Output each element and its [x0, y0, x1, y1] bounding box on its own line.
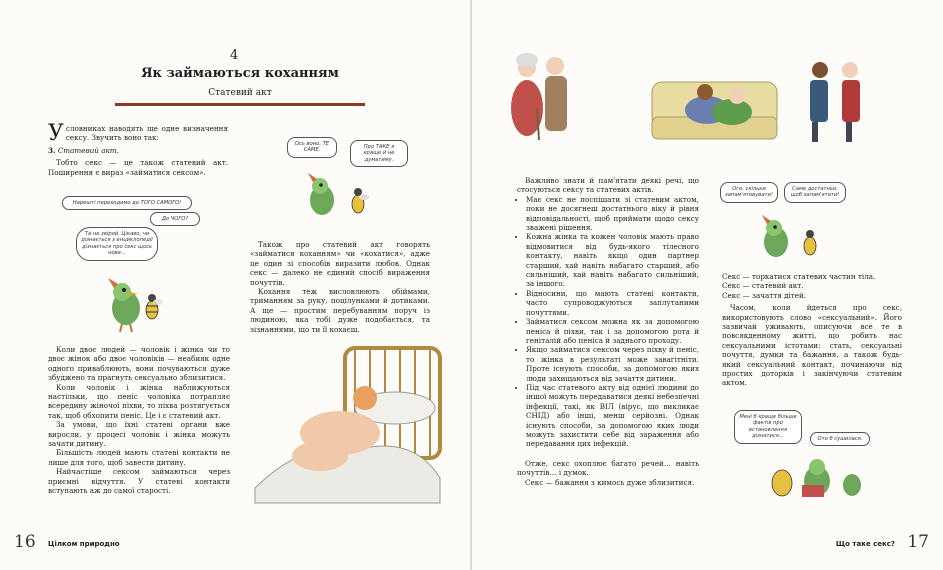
right-col1-text — [517, 176, 699, 487]
safety-bullet-list — [517, 195, 699, 449]
para-also: Тобто секс — це також статевий акт. Поширення є вираз «займатися сексом». — [48, 158, 228, 177]
intro-text: словниках наводять ще одне визначення сексу. Звучить воно так: — [65, 124, 228, 143]
speech-bubble-r2: Саме достатньо, щоб запам'ятати! — [784, 182, 846, 203]
speech-bubble-3: Та не звіряй. Цікаво, чи дізнається з енциклопедії дізнається про секс щось нове... — [76, 227, 158, 261]
left-col2-text — [250, 240, 430, 334]
intro-block — [48, 121, 228, 177]
page-number-right: 17 — [907, 532, 929, 552]
left-col1-para-4: Більшість людей мають статеві контакти не лише для того, щоб завести дитину. — [48, 448, 230, 467]
left-col1-para-1: Коли двоє людей — чоловік і жінка чи то двоє жінок або двоє чоловіків — неабияк одне одного приваблюють, вони почуваються дуже збуджено та прагнуть сексуально зблизитися. — [48, 345, 230, 383]
bullet-item: • Має секс не поспішати зі статевим актом, поки не досягнеш достатнього віку й рівня відповідальності, щоб приймати щодо сексу зважені рішення. — [526, 195, 699, 233]
left-col2-para-2: Кохання теж висловлюють обіймами, триманням за руку, поцілунками й дотиками. А ще — простим перебуванням поруч із людиною, яка тобі дуже подобається, та зізнаннями, що ти її кохаєш. — [250, 287, 430, 334]
chapter-number: 4 — [230, 48, 239, 63]
left-page — [0, 0, 471, 570]
left-col1-para-3: За умови, що їхні статеві органи вже виросли, у процесі чоловік і жінка можуть зачати дитину. — [48, 420, 230, 449]
couple-in-bed-illustration — [245, 338, 445, 508]
chapter-subtitle: Статевий акт — [208, 88, 272, 98]
speech-bubble-4: Ось воно, ТЕ САМЕ. — [287, 137, 337, 158]
running-head-right: Що таке секс? — [835, 540, 895, 548]
speech-bubble-r3: Мені б краще більше фактів про встановлення дізнатися... — [734, 410, 802, 444]
left-col1-para-5: Найчастіше сексом займаються через приємні відчуття. У статеві контакти вступають аж до самої старості. — [48, 467, 230, 496]
bullet-item: • Якщо займатися сексом через піхву й пеніс, то жінка в результаті може завагітніти. Проте існують способи, за допомогою яких люди захищаються від зачаття дитини. — [526, 345, 699, 383]
right-col2-text — [722, 272, 902, 388]
couple-on-sofa-illustration — [647, 62, 782, 147]
speech-bubble-1: Нарешті переходимо до ТОГО САМОГО! — [62, 196, 192, 210]
speech-bubble-r4: Ото б сушилася. — [810, 432, 870, 446]
title-rule — [115, 103, 365, 106]
speech-bubble-r1: Ого, скільки запам'ятовувати! — [720, 182, 778, 203]
bird-and-bee-illustration — [100, 270, 170, 335]
right-page — [472, 0, 943, 570]
bird-and-bee-right-illustration — [752, 210, 832, 265]
birds-reading-illustration — [762, 455, 872, 500]
bird-and-bee-small-illustration — [300, 170, 380, 225]
chapter-title: Як займаються коханням — [141, 66, 339, 81]
bullet-item: • Відносини, що мають статеві контакти, часто супроводжуються заплутаними почуттями. — [526, 289, 699, 317]
kissing-teens-illustration — [802, 40, 872, 145]
right-col1-end-2: Секс — бажання з кимось дуже зблизитися. — [525, 477, 695, 487]
sex-def-1: Секс — торкатися статевих частин тіла. — [722, 272, 876, 281]
bullet-item: • Займатися сексом можна як за допомогою пеніса й піхви, так і за допомогою рота й геніталій або пеніса й заднього проходу. — [526, 317, 699, 345]
left-col1-para-2: Коли чоловік і жінка наближуються настільки, що пеніс чоловіка потрапляє всередину жіночої піхви, то піхва розтягується так, щоб обхопити пеніс. Це і є статевий акт. — [48, 382, 230, 420]
definition-number: 3. — [48, 145, 56, 155]
sexual-word-para: Часом, коли йдеться про секс, використовують слово «сексуальний». Його зазвичай уживають, описуючи все те в повсякденному житті, що робить нас сексуальними істотами: стать, сексуальні почуття, думки та бажання, а також будь-який сексуальний контакт, починаючи від простих доторків і закінчуючи статевим актом. — [722, 303, 902, 388]
sex-def-3: Секс — зачаття дітей. — [722, 290, 807, 300]
bullet-item: • Під час статевого акту від однієї людини до іншої можуть передаватися деякі небезпечні інфекції, такі, як ВІЛ (вірус, що викликає СНІД) або інші, менш серйозні. Однак існують способи, за допомогою яких люди можуть захистити себе від зараження або передавання цих інфекцій. — [526, 383, 699, 449]
definition: Статевий акт. — [57, 145, 119, 155]
left-col1-text — [48, 345, 230, 496]
speech-bubble-5: Про ТАКЕ я краще й не думатиму. — [350, 140, 408, 167]
speech-bubble-2: До ЧОГО? — [150, 212, 200, 226]
running-head-left: Цілком природно — [48, 540, 120, 548]
page-number-left: 16 — [14, 532, 36, 552]
right-col1-end-1: Отже, секс охоплює багато речей… навіть почуттів… і думок. — [517, 458, 699, 478]
left-col2-para-1: Також про статевий акт говорять «займатися коханням» чи «кохатися», адже це один зі способів виразити любов. Однак секс — далеко не єдиний спосіб вираження почуттів. — [250, 240, 430, 287]
bullet-item: • Кожна жінка та кожен чоловік мають право відмовитися від будь-якого тілесного контакту, навіть якщо один партнер старший, хай навіть набагато старший, або сильніший, хай навіть набагато сильніший, за іншого. — [526, 232, 699, 288]
sex-def-2: Секс — статевий акт. — [722, 281, 804, 291]
drop-cap: У — [48, 121, 64, 146]
right-col1-intro: Важливо знати й пам'ятати деякі речі, що стосуються сексу та статевих актів. — [517, 176, 699, 195]
elderly-couple-illustration — [507, 38, 577, 143]
